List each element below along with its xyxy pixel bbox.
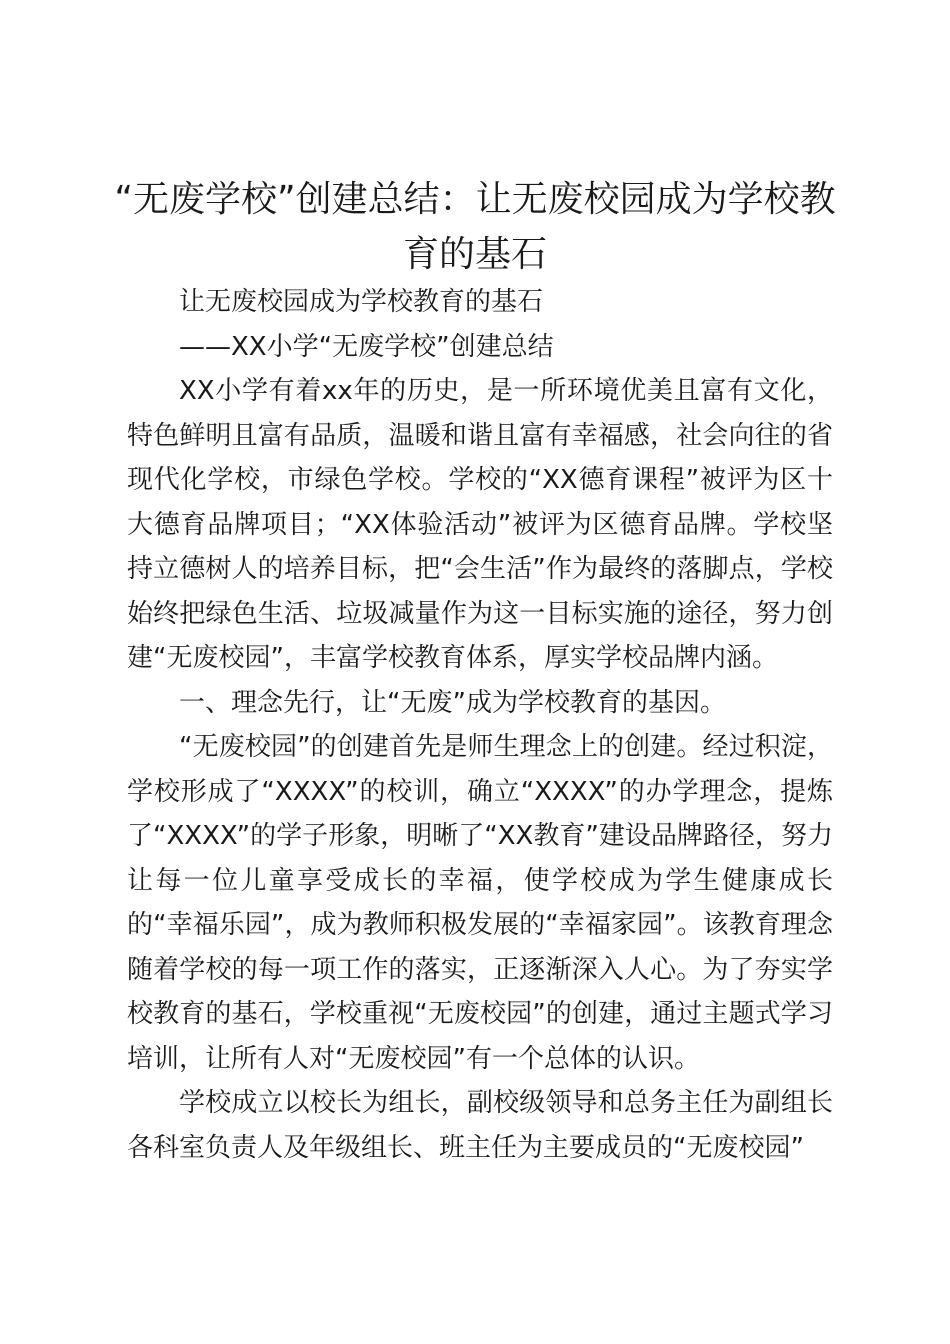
body-paragraph: 学校成立以校长为组长，副校级领导和总务主任为副组长各科室负责人及年级组长、班主任为主要成员的“无废校园”: [127, 1088, 833, 1163]
document-title: “无废学校”创建总结：让无废校园成为学校教育的基石: [114, 179, 836, 275]
byline-paragraph: ——XX小学“无废学校”创建总结: [179, 331, 554, 362]
body-paragraph: “无废校园”的创建首先是师生理念上的创建。经过积淀，学校形成了“XXXX”的校训，确立“XXXX”的办学理念，提炼了“XXXX”的学子形象，明晰了“XX教育”建设品牌路径，努力让每一位儿童享受成长的幸福，使学校成为学生健康成长的“幸福乐园”，成为教师积极发展的“幸福家园”。该教育理念随着学校的每一项工作的落实，正逐渐深入人心。为了夯实学校教育的基石，学校重视“无废校园”的创建，通过主题式学习培训，让所有人对“无废校园”有一个总体的认识。: [127, 732, 833, 1074]
intro-paragraph: XX小学有着xx年的历史，是一所环境优美且富有文化，特色鲜明且富有品质，温暖和谐且富有幸福感，社会向往的省现代化学校，市绿色学校。学校的“XX德育课程”被评为区十大德育品牌项目；“XX体验活动”被评为区德育品牌。学校坚持立德树人的培养目标，把“会生活”作为最终的落脚点，学校始终把绿色生活、垃圾减量作为这一目标实施的途径，努力创建“无废校园”，丰富学校教育体系，厚实学校品牌内涵。: [127, 376, 833, 673]
document-body: [127, 280, 833, 1170]
subtitle-paragraph: 让无废校园成为学校教育的基石: [179, 287, 544, 317]
section-heading: 一、理念先行，让“无废”成为学校教育的基因。: [179, 687, 726, 718]
